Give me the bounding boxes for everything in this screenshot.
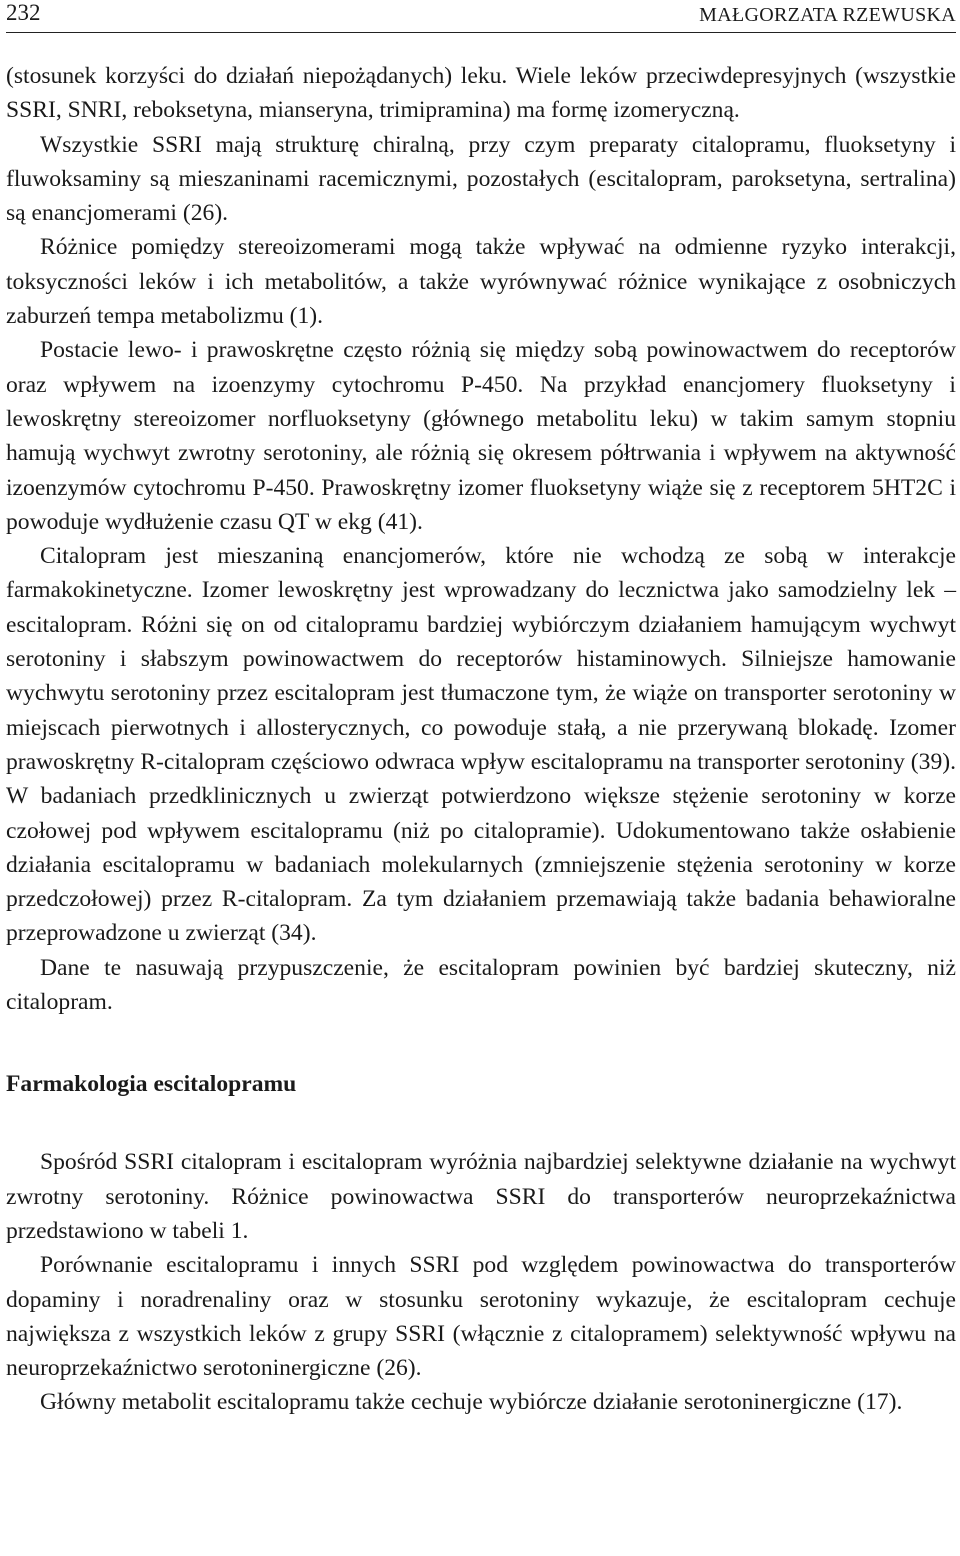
running-header-author: MAŁGORZATA RZEWUSKA — [699, 4, 956, 26]
paragraph-comparison: Porównanie escitalopramu i innych SSRI pod względem powinowactwa do transporterów dopaminy i noradrenaliny oraz w stosunku serotoniny wykazuje, że escitalopram cechuje największa z wszystkich leków z grupy SSRI (włącznie z citalopramem) selektywność wpływu na neuroprzekaźnictwo serotoninergiczne (26). — [6, 1252, 956, 1382]
paragraph-ssri-chirality: Wszystkie SSRI mają strukturę chiralną, przy czym preparaty citalopramu, fluoksetyny i fluwoksaminy są mieszaninami racemicznymi, pozostałych (escitalopram, paroksetyna, sertralina) są enancjomerami (26). — [6, 131, 956, 227]
running-header — [6, 0, 956, 33]
page-number: 232 — [6, 0, 41, 25]
body-text-section — [6, 1145, 956, 1419]
paragraph-selectivity: Spośród SSRI citalopram i escitalopram wyróżnia najbardziej selektywne działanie na wychwyt zwrotny serotoniny. Różnice powinowactwa SSRI do transporterów neuroprzekaźnictwa przedstawiono w tabeli 1. — [6, 1149, 956, 1244]
paragraph-conclusion: Dane te nasuwają przypuszczenie, że escitalopram powinien być bardziej skuteczny, niż citalopram. — [6, 954, 956, 1016]
paragraph-stereoisomer-differences: Różnice pomiędzy stereoizomerami mogą także wpływać na odmienne ryzyko interakcji, toksyczności leków i ich metabolitów, a także wyrównywać różnice wynikające z osobniczych zaburzeń tempa metabolizmu (1). — [6, 234, 956, 330]
section-heading: Farmakologia escitalopramu — [6, 1071, 297, 1098]
page — [6, 0, 956, 1420]
paragraph-citalopram-enantiomers: Citalopram jest mieszaniną enancjomerów, które nie wchodzą ze sobą w interakcje farmakokinetyczne. Izomer lewoskrętny jest wprowadzany do lecznictwa jako samodzielny lek – escitalopram. Różni się on od citalopramu bardziej wybiórczym działaniem hamującym wychwyt serotoniny i słabszym powinowactwem do receptorów histaminowych. Silniejsze hamowanie wychwytu serotoniny przez escitalopram jest tłumaczone tym, że wiąże on transporter serotoniny w miejscach pierwotnych i allosterycznych, co powoduje stałą, a nie przerywaną blokadę. Izomer prawoskrętny R-citalopram częściowo odwraca wpływ escitalopramu na transporter serotoniny (39). W badaniach przedklinicznych u zwierząt potwierdzono większe stężenie serotoniny w korze czołowej pod wpływem escitalopramu (niż po citalopramie). Udokumentowano także osłabienie działania escitalopramu w badaniach molekularnych (zmniejszenie stężenia serotoniny w korze przedczołowej) przez R-citalopram. Za tym działaniem przemawiają także badania behawioralne przeprowadzone u zwierząt (34). — [6, 543, 956, 947]
paragraph-continuation: (stosunek korzyści do działań niepożądanych) leku. Wiele leków przeciwdepresyjnych (wszystkie SSRI, SNRI, reboksetyna, mianseryna, trimipramina) ma formę izomeryczną. — [6, 63, 956, 124]
paragraph-levo-dextro-forms: Postacie lewo- i prawoskrętne często różnią się między sobą powinowactwem do receptorów oraz wpływem na izoenzymy cytochromu P-450. Na przykład enancjomery fluoksetyny i lewoskrętny stereoizomer norfluoksetyny (głównego metabolitu leku) w takim samym stopniu hamują wychwyt zwrotny serotoniny, ale różnią się okresem półtrwania i wpływem na aktywność izoenzymów cytochromu P-450. Prawoskrętny izomer fluoksetyny wiąże się z receptorem 5HT2C i powoduje wydłużenie czasu QT w ekg (41). — [6, 337, 956, 535]
paragraph-metabolite: Główny metabolit escitalopramu także cechuje wybiórcze działanie serotoninergiczne (17). — [40, 1389, 903, 1416]
body-text-before-section — [6, 59, 956, 1019]
